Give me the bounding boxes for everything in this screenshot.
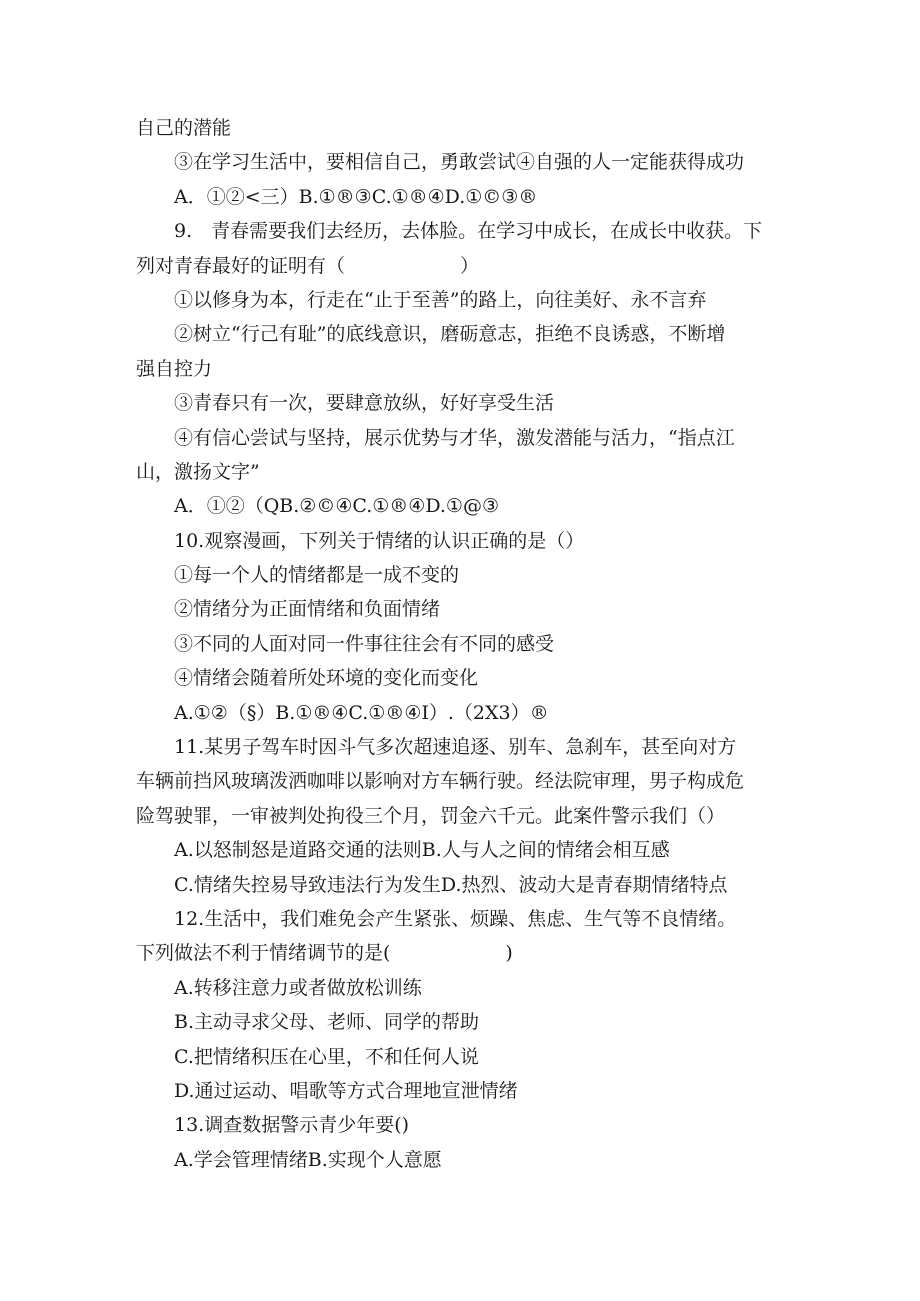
- text-line-content: A.学会管理情绪B.实现个人意愿: [174, 1148, 442, 1171]
- text-line-content: A.①②（§）B.①®④C.①®④I）.（2X3）®: [174, 701, 549, 724]
- text-line-content: A.以怒制怒是道路交通的法则B.人与人之间的情绪会相互感: [174, 839, 670, 862]
- text-line-content: 山，激扬文字”: [136, 460, 260, 483]
- text-line-content: 险驾驶罪，一审被判处拘役三个月，罚金六千元。此案件警示我们（）: [136, 804, 726, 827]
- text-line-content: ③不同的人面对同一件事往往会有不同的感受: [174, 632, 555, 655]
- text-line: [136, 627, 792, 661]
- text-line: [136, 317, 792, 351]
- document-body: [136, 111, 792, 1177]
- text-line-content: 12.生活中，我们难免会产生紧张、烦躁、焦虑、生气等不良情绪。: [174, 907, 737, 930]
- text-line-content: A.转移注意力或者做放松训练: [174, 976, 422, 999]
- text-line: [136, 455, 792, 489]
- text-line: [136, 111, 792, 145]
- text-line-content: 11.某男子驾车时因斗气多次超速追逐、别车、急刹车，甚至向对方: [174, 736, 737, 759]
- text-line-content: 列对青春最好的证明有（: [136, 254, 346, 277]
- closing-paren: ）: [460, 254, 480, 277]
- text-line-content: C.情绪失控易导致违法行为发生D.热烈、波动大是青春期情绪特点: [174, 873, 728, 896]
- text-line: [136, 696, 792, 730]
- text-line-content: 9. 青春需要我们去经历，去体脸。在学习中成长，在成长中收获。下: [174, 220, 763, 243]
- text-line-content: C.把情绪积压在心里，不和任何人说: [174, 1045, 479, 1068]
- text-line: [136, 352, 792, 386]
- text-line: [136, 489, 792, 523]
- text-line-content: ①以修身为本，行走在“止于至善”的路上，向往美好、永不言弃: [174, 288, 707, 311]
- text-line: [136, 868, 792, 902]
- text-line-content: 自己的潜能: [136, 117, 232, 139]
- text-line: [136, 558, 792, 592]
- text-line-content: 13.调查数据警示青少年要(): [174, 1114, 410, 1137]
- text-line: [136, 971, 792, 1005]
- text-line: [136, 730, 792, 764]
- text-line: [136, 764, 792, 798]
- text-line: [136, 936, 792, 970]
- text-line: [136, 180, 792, 214]
- text-line-content: ①每一个人的情绪都是一成不变的: [174, 564, 460, 587]
- text-line: [136, 592, 792, 626]
- text-line: [136, 1074, 792, 1108]
- text-line-content: D.通过运动、唱歌等方式合理地宣泄情绪: [174, 1079, 518, 1102]
- text-line-content: ②情绪分为正面情绪和负面情绪: [174, 598, 441, 621]
- text-line: [136, 833, 792, 867]
- text-line: [136, 1108, 792, 1142]
- text-line: [136, 1143, 792, 1177]
- text-line-content: B.主动寻求父母、老师、同学的帮助: [174, 1011, 480, 1034]
- text-line: [136, 386, 792, 420]
- text-line: [136, 214, 792, 248]
- text-line: [136, 661, 792, 695]
- text-line-content: ④有信心尝试与坚持，展示优势与才华，激发潜能与活力，“指点江: [174, 426, 735, 449]
- text-line: [136, 799, 792, 833]
- text-line-content: 10.观察漫画，下列关于情绪的认识正确的是（）: [174, 529, 585, 552]
- text-line: [136, 283, 792, 317]
- closing-paren: ): [505, 942, 513, 965]
- text-line: [136, 145, 792, 179]
- text-line: [136, 249, 792, 283]
- text-line: [136, 1005, 792, 1039]
- text-line-content: ③青春只有一次，要肆意放纵，好好享受生活: [174, 392, 555, 415]
- text-line-content: 强自控力: [136, 357, 213, 380]
- text-line-content: 车辆前挡风玻璃泼洒咖啡以影响对方车辆行驶。经法院审理，男子构成危: [136, 770, 745, 793]
- text-line-content: A．①②（QB.②©④C.①®④D.①@③: [174, 495, 499, 518]
- text-line-content: 下列做法不利于情绪调节的是(: [136, 942, 391, 965]
- text-line-content: A．①②<三）B.①®③C.①®④D.①©③®: [174, 185, 538, 208]
- text-line-content: ③在学习生活中，要相信自己，勇敢尝试④自强的人一定能获得成功: [174, 151, 745, 174]
- text-line: [136, 902, 792, 936]
- text-line: [136, 524, 792, 558]
- text-line: [136, 1040, 792, 1074]
- text-line: [136, 421, 792, 455]
- text-line-content: ②树立“行己有耻”的底线意识，磨砺意志，拒绝不良诱惑，不断增: [174, 323, 726, 346]
- text-line-content: ④情绪会随着所处环境的变化而变化: [174, 667, 479, 690]
